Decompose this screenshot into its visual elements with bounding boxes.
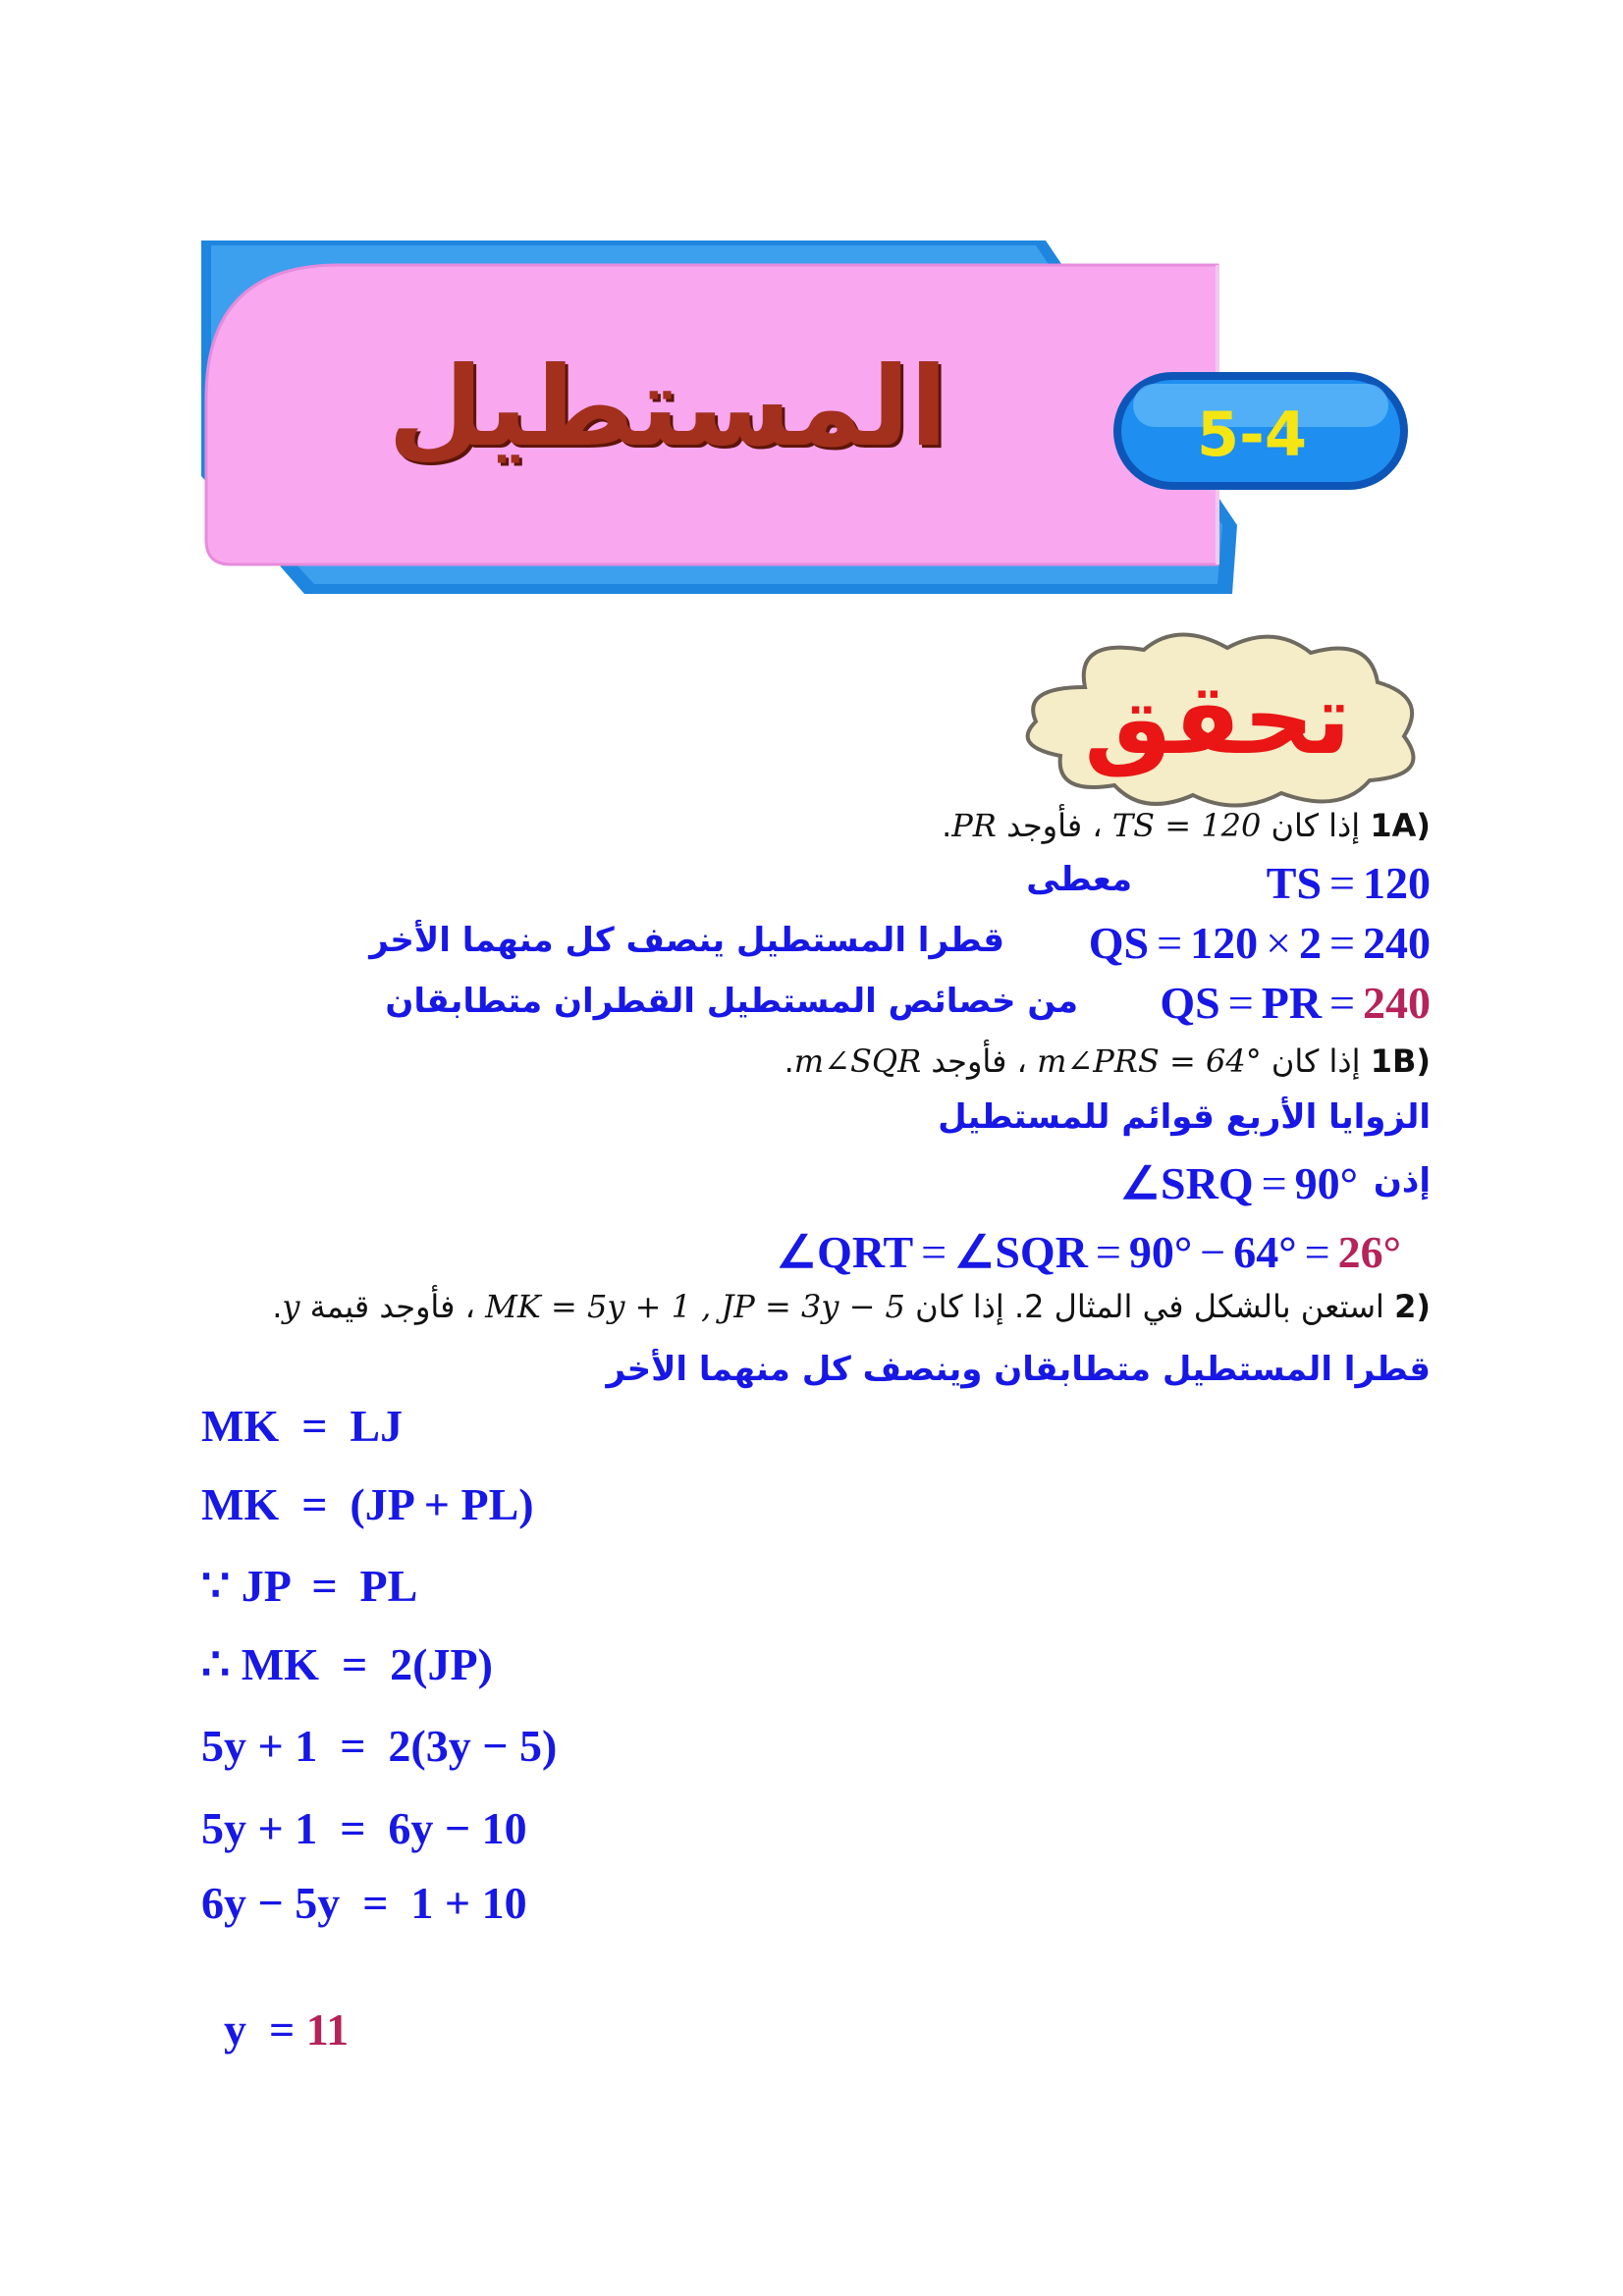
check-label: تحقق xyxy=(1084,662,1351,776)
answer-value: 11 xyxy=(305,2004,350,2055)
answer-value: 240 xyxy=(1363,978,1431,1028)
problem-number: 1B) xyxy=(1370,1042,1431,1080)
solution-step: MK = LJ xyxy=(201,1401,404,1451)
final-answer: y = 11 xyxy=(224,2004,350,2055)
solution-line: QS = 120 × 2 = 240 xyxy=(1088,918,1431,968)
solution-step: ∵ JP = PL xyxy=(201,1561,418,1611)
problem-2-prompt: 2) استعن بالشكل في المثال 2. إذا كان MK = 5y + 1 , JP = 3y − 5 ، فأوجد قيمة y. xyxy=(272,1288,1431,1325)
solution-note: الزوايا الأربع قوائم للمستطيل xyxy=(938,1097,1431,1137)
solution-note: معطى xyxy=(1026,860,1132,899)
solution-step: MK = (JP + PL) xyxy=(201,1479,534,1529)
solution-step: 6y − 5y = 1 + 10 xyxy=(201,1878,527,1928)
solution-note: قطرا المستطيل متطابقان وينصف كل منهما الأخر xyxy=(606,1350,1431,1389)
solution-line: TS = 120 xyxy=(1266,858,1431,908)
solution-step: 5y + 1 = 2(3y − 5) xyxy=(201,1721,558,1771)
solution-note: قطرا المستطيل ينصف كل منهما الأخر xyxy=(369,921,1004,960)
problem-1a-prompt: 1A) إذا كان TS = 120 ، فأوجد PR. xyxy=(942,807,1431,844)
solution-step: ∴ MK = 2(JP) xyxy=(201,1639,493,1689)
solution-line: ∠QRT = ∠SQR = 90° − 64° = 26° xyxy=(776,1227,1401,1277)
solution-line: ∠SRQ = 90° xyxy=(1119,1158,1358,1208)
solution-note: من خصائص المستطيل القطران متطابقان xyxy=(385,982,1078,1021)
solution-step: 5y + 1 = 6y − 10 xyxy=(201,1803,527,1853)
problem-number: 1A) xyxy=(1370,807,1431,844)
then-word: إذن xyxy=(1373,1161,1431,1201)
problem-1b-prompt: 1B) إذا كان m∠PRS = 64° ، فأوجد m∠SQR. xyxy=(784,1042,1431,1080)
solution-line: QS = PR = 240 xyxy=(1160,978,1431,1028)
page-title: المستطيل xyxy=(387,344,947,471)
problem-number: 2) xyxy=(1394,1288,1431,1325)
answer-value: 26° xyxy=(1337,1227,1401,1277)
lesson-number: 5-4 xyxy=(1196,399,1307,470)
